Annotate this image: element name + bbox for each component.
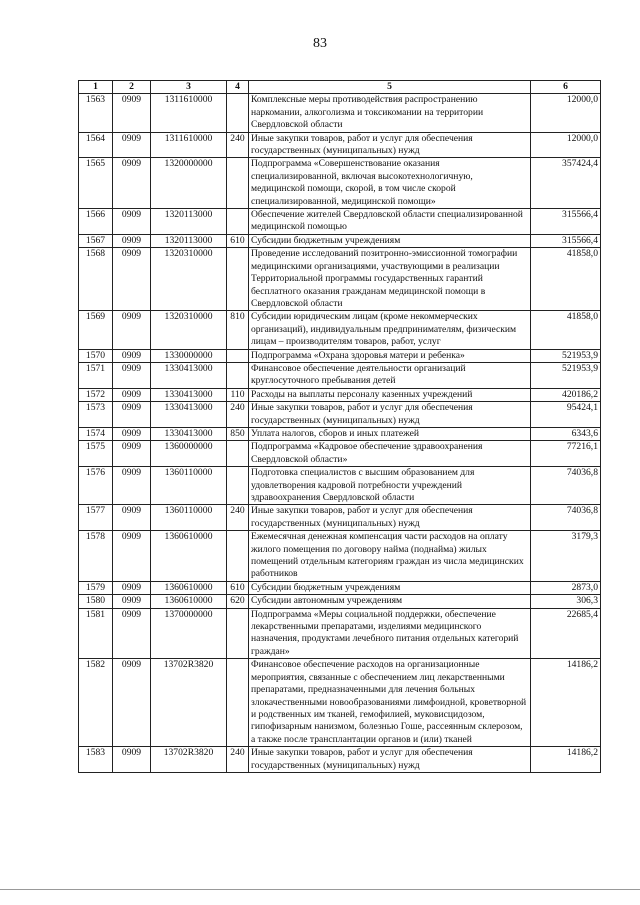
table-row bbox=[79, 595, 601, 608]
target-article-code: 1320113000 bbox=[151, 209, 227, 235]
section-code: 0909 bbox=[113, 234, 151, 247]
row-number: 1575 bbox=[79, 441, 113, 467]
expense-type-code bbox=[227, 209, 249, 235]
section-code: 0909 bbox=[113, 158, 151, 209]
table-row bbox=[79, 747, 601, 773]
item-name: Подпрограмма «Меры социальной поддержки, обеспечение лекарственными препаратами, изделиями медицинского назначения, продуктами лечебного питания отдельных категорий граждан» bbox=[249, 608, 531, 659]
expense-type-code bbox=[227, 467, 249, 505]
expense-type-code: 620 bbox=[227, 595, 249, 608]
col-header-name: 5 bbox=[249, 81, 531, 94]
section-code: 0909 bbox=[113, 248, 151, 311]
section-code: 0909 bbox=[113, 581, 151, 594]
col-header-section: 2 bbox=[113, 81, 151, 94]
section-code: 0909 bbox=[113, 132, 151, 158]
expense-type-code bbox=[227, 608, 249, 659]
target-article-code: 1320113000 bbox=[151, 234, 227, 247]
section-code: 0909 bbox=[113, 505, 151, 531]
expense-type-code: 610 bbox=[227, 234, 249, 247]
expense-type-code: 240 bbox=[227, 402, 249, 428]
row-number: 1577 bbox=[79, 505, 113, 531]
item-name: Финансовое обеспечение деятельности организаций круглосуточного пребывания детей bbox=[249, 362, 531, 388]
table-row bbox=[79, 531, 601, 582]
item-name: Иные закупки товаров, работ и услуг для обеспечения государственных (муниципальных) нужд bbox=[249, 747, 531, 773]
table-row bbox=[79, 158, 601, 209]
item-name: Подпрограмма «Совершенствование оказания специализированной, включая высокотехнологичную, медицинской помощи, скорой, в том числе скорой специализированной, медицинской помощи» bbox=[249, 158, 531, 209]
expense-type-code: 240 bbox=[227, 747, 249, 773]
item-name: Финансовое обеспечение расходов на организационные мероприятия, связанные с обеспечением лиц лекарственными препаратами, предназначенными для лечения больных злокачественными новообразованиями лимфоидной, кроветворной и родственных им тканей, гемофилией, муковисцидозом, гипофизарным нанизмом, болезнью Гоше, рассеянным склерозом, а также после трансплантации органов и (или) тканей bbox=[249, 659, 531, 747]
item-name: Уплата налогов, сборов и иных платежей bbox=[249, 427, 531, 440]
amount: 74036,8 bbox=[531, 467, 601, 505]
col-header-amount: 6 bbox=[531, 81, 601, 94]
section-code: 0909 bbox=[113, 362, 151, 388]
section-code: 0909 bbox=[113, 747, 151, 773]
target-article-code: 1330000000 bbox=[151, 349, 227, 362]
section-code: 0909 bbox=[113, 349, 151, 362]
expense-type-code: 110 bbox=[227, 388, 249, 401]
target-article-code: 1360610000 bbox=[151, 531, 227, 582]
item-name: Субсидии бюджетным учреждениям bbox=[249, 581, 531, 594]
item-name: Обеспечение жителей Свердловской области специализированной медицинской помощью bbox=[249, 209, 531, 235]
amount: 315566,4 bbox=[531, 209, 601, 235]
table-row bbox=[79, 94, 601, 132]
item-name: Субсидии бюджетным учреждениям bbox=[249, 234, 531, 247]
amount: 3179,3 bbox=[531, 531, 601, 582]
table-row bbox=[79, 427, 601, 440]
row-number: 1576 bbox=[79, 467, 113, 505]
section-code: 0909 bbox=[113, 467, 151, 505]
amount: 12000,0 bbox=[531, 94, 601, 132]
table-row bbox=[79, 248, 601, 311]
item-name: Иные закупки товаров, работ и услуг для обеспечения государственных (муниципальных) нужд bbox=[249, 505, 531, 531]
item-name: Иные закупки товаров, работ и услуг для обеспечения государственных (муниципальных) нужд bbox=[249, 402, 531, 428]
expense-type-code bbox=[227, 349, 249, 362]
expense-type-code bbox=[227, 659, 249, 747]
target-article-code: 1320310000 bbox=[151, 248, 227, 311]
section-code: 0909 bbox=[113, 427, 151, 440]
table-row bbox=[79, 659, 601, 747]
item-name: Подготовка специалистов с высшим образованием для удовлетворения кадровой потребности учреждений здравоохранения Свердловской области bbox=[249, 467, 531, 505]
target-article-code: 1360610000 bbox=[151, 581, 227, 594]
section-code: 0909 bbox=[113, 441, 151, 467]
table-row bbox=[79, 441, 601, 467]
amount: 77216,1 bbox=[531, 441, 601, 467]
expense-type-code bbox=[227, 441, 249, 467]
amount: 357424,4 bbox=[531, 158, 601, 209]
item-name: Субсидии автономным учреждениям bbox=[249, 595, 531, 608]
item-name: Расходы на выплаты персоналу казенных учреждений bbox=[249, 388, 531, 401]
row-number: 1563 bbox=[79, 94, 113, 132]
section-code: 0909 bbox=[113, 595, 151, 608]
table-row bbox=[79, 581, 601, 594]
page-number: 83 bbox=[313, 36, 327, 51]
expense-type-code: 810 bbox=[227, 311, 249, 349]
header-row bbox=[79, 81, 601, 94]
target-article-code: 1330413000 bbox=[151, 402, 227, 428]
table-row bbox=[79, 132, 601, 158]
row-number: 1580 bbox=[79, 595, 113, 608]
table-row bbox=[79, 349, 601, 362]
table-row bbox=[79, 505, 601, 531]
row-number: 1578 bbox=[79, 531, 113, 582]
row-number: 1581 bbox=[79, 608, 113, 659]
table-row bbox=[79, 311, 601, 349]
row-number: 1569 bbox=[79, 311, 113, 349]
target-article-code: 1311610000 bbox=[151, 132, 227, 158]
row-number: 1567 bbox=[79, 234, 113, 247]
amount: 22685,4 bbox=[531, 608, 601, 659]
row-number: 1574 bbox=[79, 427, 113, 440]
target-article-code: 1330413000 bbox=[151, 427, 227, 440]
expense-type-code bbox=[227, 362, 249, 388]
budget-table bbox=[78, 80, 601, 773]
target-article-code: 1320000000 bbox=[151, 158, 227, 209]
section-code: 0909 bbox=[113, 608, 151, 659]
item-name: Подпрограмма «Охрана здоровья матери и ребенка» bbox=[249, 349, 531, 362]
row-number: 1571 bbox=[79, 362, 113, 388]
amount: 14186,2 bbox=[531, 747, 601, 773]
row-number: 1572 bbox=[79, 388, 113, 401]
expense-type-code bbox=[227, 248, 249, 311]
table-row bbox=[79, 234, 601, 247]
amount: 95424,1 bbox=[531, 402, 601, 428]
table-row bbox=[79, 388, 601, 401]
row-number: 1583 bbox=[79, 747, 113, 773]
amount: 306,3 bbox=[531, 595, 601, 608]
row-number: 1564 bbox=[79, 132, 113, 158]
expense-type-code: 610 bbox=[227, 581, 249, 594]
item-name: Иные закупки товаров, работ и услуг для обеспечения государственных (муниципальных) нужд bbox=[249, 132, 531, 158]
amount: 521953,9 bbox=[531, 362, 601, 388]
row-number: 1565 bbox=[79, 158, 113, 209]
item-name: Комплексные меры противодействия распространению наркомании, алкоголизма и токсикомании на территории Свердловской области bbox=[249, 94, 531, 132]
amount: 6343,6 bbox=[531, 427, 601, 440]
target-article-code: 1320310000 bbox=[151, 311, 227, 349]
expense-type-code bbox=[227, 158, 249, 209]
amount: 41858,0 bbox=[531, 248, 601, 311]
expense-type-code: 240 bbox=[227, 505, 249, 531]
table-row bbox=[79, 402, 601, 428]
target-article-code: 1370000000 bbox=[151, 608, 227, 659]
item-name: Подпрограмма «Кадровое обеспечение здравоохранения Свердловской области» bbox=[249, 441, 531, 467]
expense-type-code: 240 bbox=[227, 132, 249, 158]
expense-type-code bbox=[227, 531, 249, 582]
section-code: 0909 bbox=[113, 531, 151, 582]
row-number: 1573 bbox=[79, 402, 113, 428]
row-number: 1566 bbox=[79, 209, 113, 235]
row-number: 1570 bbox=[79, 349, 113, 362]
amount: 14186,2 bbox=[531, 659, 601, 747]
amount: 74036,8 bbox=[531, 505, 601, 531]
target-article-code: 13702R3820 bbox=[151, 659, 227, 747]
amount: 521953,9 bbox=[531, 349, 601, 362]
expense-type-code bbox=[227, 94, 249, 132]
row-number: 1579 bbox=[79, 581, 113, 594]
section-code: 0909 bbox=[113, 94, 151, 132]
section-code: 0909 bbox=[113, 402, 151, 428]
target-article-code: 1311610000 bbox=[151, 94, 227, 132]
target-article-code: 1360610000 bbox=[151, 595, 227, 608]
target-article-code: 1360000000 bbox=[151, 441, 227, 467]
table-row bbox=[79, 467, 601, 505]
amount: 2873,0 bbox=[531, 581, 601, 594]
col-header-expense-type: 4 bbox=[227, 81, 249, 94]
item-name: Субсидии юридическим лицам (кроме некоммерческих организаций), индивидуальным предпринимателям, физическим лицам – производителям товаров, работ, услуг bbox=[249, 311, 531, 349]
section-code: 0909 bbox=[113, 311, 151, 349]
item-name: Проведение исследований позитронно-эмиссионной томографии медицинскими организациями, участвующими в реализации Территориальной программы государственных гарантий бесплатного оказания гражданам медицинской помощи в Свердловской области bbox=[249, 248, 531, 311]
amount: 12000,0 bbox=[531, 132, 601, 158]
table-row bbox=[79, 608, 601, 659]
target-article-code: 1360110000 bbox=[151, 467, 227, 505]
table-row bbox=[79, 209, 601, 235]
section-code: 0909 bbox=[113, 388, 151, 401]
table-row bbox=[79, 362, 601, 388]
col-header-number: 1 bbox=[79, 81, 113, 94]
target-article-code: 13702R3820 bbox=[151, 747, 227, 773]
section-code: 0909 bbox=[113, 209, 151, 235]
target-article-code: 1330413000 bbox=[151, 362, 227, 388]
amount: 315566,4 bbox=[531, 234, 601, 247]
expense-type-code: 850 bbox=[227, 427, 249, 440]
col-header-target-article: 3 bbox=[151, 81, 227, 94]
row-number: 1582 bbox=[79, 659, 113, 747]
amount: 420186,2 bbox=[531, 388, 601, 401]
item-name: Ежемесячная денежная компенсация части расходов на оплату жилого помещения по договору найма (поднайма) жилых помещений отдельным категориям граждан из числа медицинских работников bbox=[249, 531, 531, 582]
amount: 41858,0 bbox=[531, 311, 601, 349]
section-code: 0909 bbox=[113, 659, 151, 747]
row-number: 1568 bbox=[79, 248, 113, 311]
page-bottom-rule bbox=[0, 889, 640, 890]
target-article-code: 1330413000 bbox=[151, 388, 227, 401]
target-article-code: 1360110000 bbox=[151, 505, 227, 531]
